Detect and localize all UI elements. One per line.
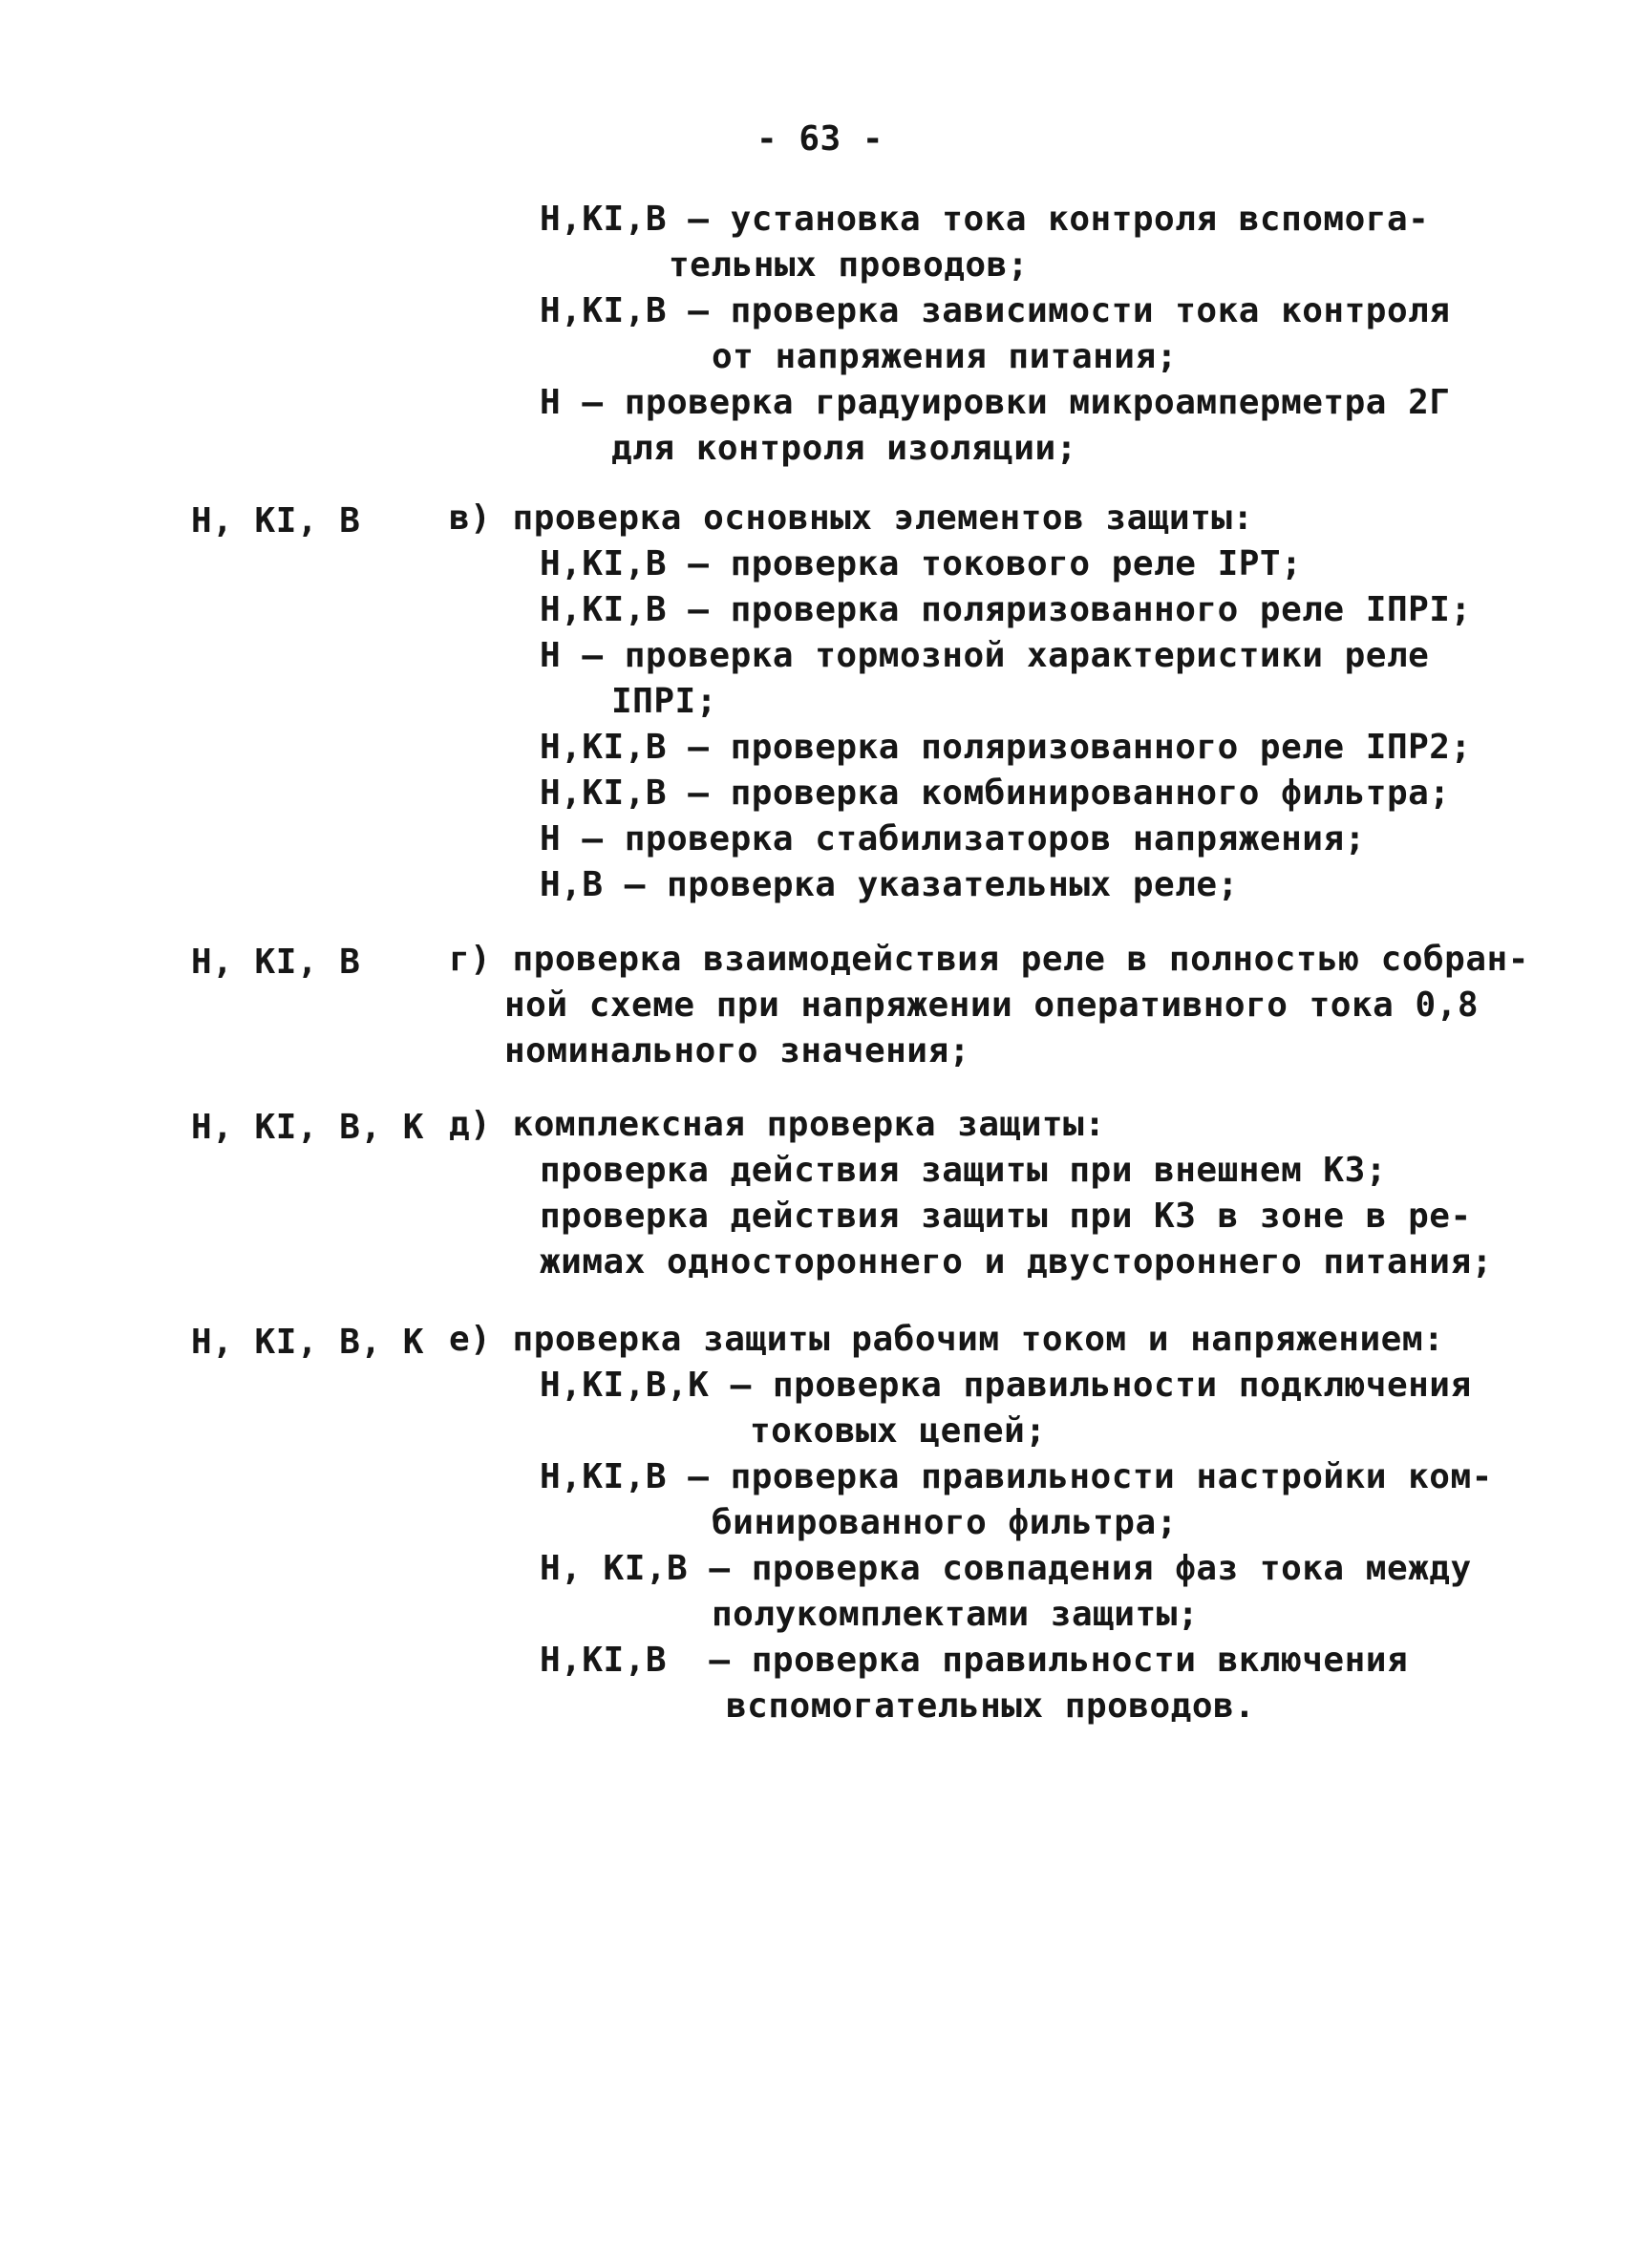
text-line: бинированного фильтра; <box>712 1503 1178 1542</box>
section-code: Н, КI, В, К <box>191 1323 424 1362</box>
text-line: Н,КI,В – проверка поляризованного реле IПРI; <box>540 590 1472 629</box>
text-line: проверка действия защиты при КЗ в зоне в ре- <box>540 1197 1472 1236</box>
section-heading: е) проверка защиты рабочим током и напряжением: <box>449 1320 1445 1359</box>
text-line: полукомплектами защиты; <box>712 1595 1199 1634</box>
text-line: Н,В – проверка указательных реле; <box>540 865 1239 904</box>
text-line: номинального значения; <box>504 1031 970 1070</box>
page-number: - 63 - <box>756 119 884 159</box>
text-line: Н, КI,В – проверка совпадения фаз тока между <box>540 1549 1472 1588</box>
text-line: ной схеме при напряжении оперативного тока 0,8 <box>504 986 1479 1025</box>
section-heading: в) проверка основных элементов защиты: <box>449 498 1254 538</box>
text-line: Н,КI,В – проверка токового реле IРТ; <box>540 544 1303 583</box>
text-line: от напряжения питания; <box>712 337 1178 376</box>
text-line: токовых цепей; <box>750 1411 1047 1451</box>
text-line: Н,КI,В – установка тока контроля вспомога- <box>540 200 1430 239</box>
text-line: вспомогательных проводов. <box>726 1686 1256 1726</box>
text-line: Н – проверка тормозной характеристики реле <box>540 636 1430 675</box>
text-line: Н – проверка стабилизаторов напряжения; <box>540 819 1366 858</box>
text-line: Н,КI,В,К – проверка правильности подключения <box>540 1366 1472 1405</box>
text-line: Н,КI,В – проверка правильности настройки ком- <box>540 1457 1493 1496</box>
text-line: для контроля изоляции; <box>611 429 1077 468</box>
text-line: жимах одностороннего и двустороннего питания; <box>540 1242 1493 1282</box>
text-line: IПРI; <box>611 682 717 721</box>
text-line: Н,КI,В – проверка зависимости тока контроля <box>540 291 1451 330</box>
text-line: Н,КI,В – проверка правильности включения <box>540 1641 1409 1680</box>
text-line: Н,КI,В – проверка поляризованного реле IПР2; <box>540 728 1472 767</box>
section-heading: г) проверка взаимодействия реле в полностью собран- <box>449 940 1529 979</box>
section-code: Н, КI, В <box>191 943 361 982</box>
section-code: Н, КI, В <box>191 501 361 541</box>
section-heading: д) комплексная проверка защиты: <box>449 1105 1106 1144</box>
text-line: Н,КI,В – проверка комбинированного фильтра; <box>540 774 1451 813</box>
text-line: Н – проверка градуировки микроамперметра 2Г <box>540 383 1451 422</box>
text-line: тельных проводов; <box>669 245 1029 285</box>
text-line: проверка действия защиты при внешнем КЗ; <box>540 1151 1387 1190</box>
section-code: Н, КI, В, К <box>191 1108 424 1147</box>
